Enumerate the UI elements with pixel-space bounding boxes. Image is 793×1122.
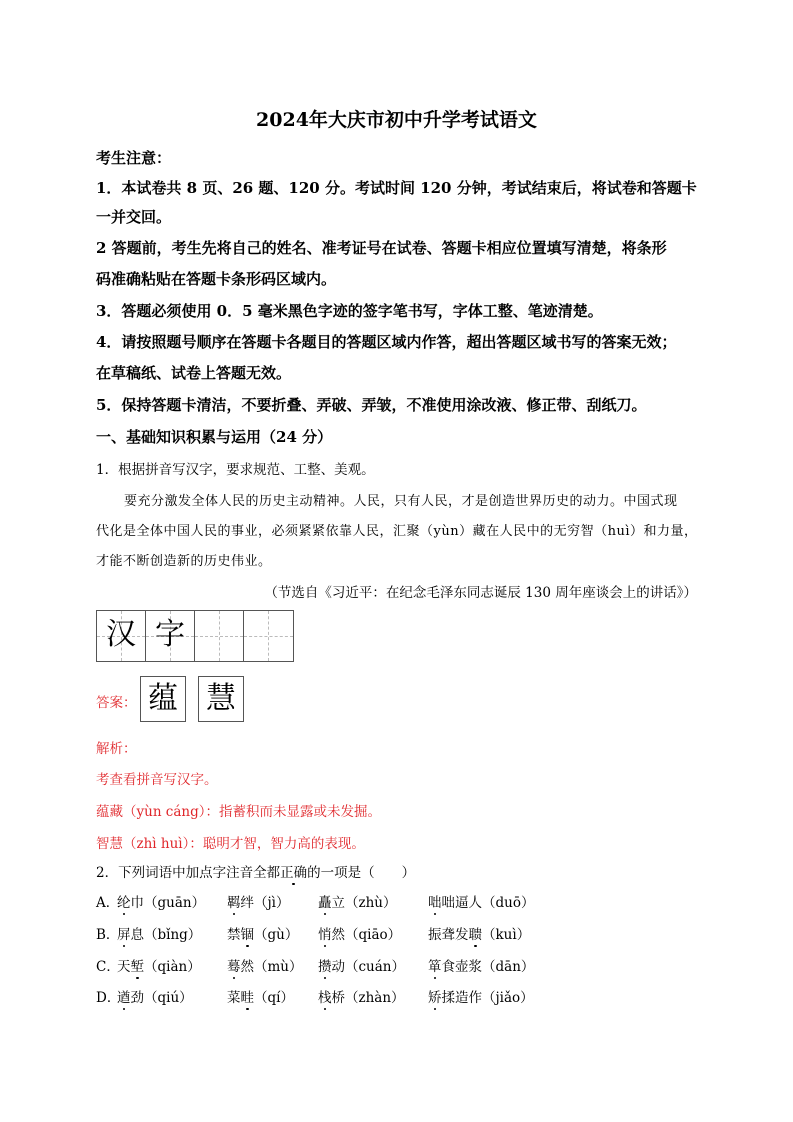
- option-word: 矫揉造作（jiǎo）: [428, 990, 534, 1006]
- q2-stem: 2．下列词语中加点字注音全都正确的一项是（ ）: [96, 865, 416, 881]
- exam-title: 2024年大庆市初中升学考试语文: [256, 109, 537, 131]
- dotted-char: 堑: [130, 959, 144, 975]
- grid-cell[interactable]: [97, 611, 146, 661]
- grid-cell[interactable]: [244, 611, 293, 661]
- dotted-char: 遒: [117, 990, 131, 1006]
- notice-line-1a: 1．本试卷共 8 页、26 题、120 分。考试时间 120 分钟，考试结束后，将试卷和答题卡: [96, 179, 697, 197]
- dotted-char: 箪: [428, 959, 442, 975]
- option-word: 屏息（bǐng）: [117, 927, 202, 943]
- notice-line-4a: 4．请按照题号顺序在答题卡各题目的答题区域内作答，超出答题区域书写的答案无效；: [96, 333, 677, 351]
- option-word: 悄然（qiāo）: [318, 927, 402, 943]
- answer-box-2: [198, 676, 244, 722]
- answer-box-1: [140, 676, 186, 722]
- writing-grid: [96, 610, 294, 662]
- dotted-char: 攒: [318, 959, 332, 975]
- option-label[interactable]: C．: [96, 959, 120, 975]
- dotted-char: 屏: [117, 927, 131, 943]
- option-word: 栈桥（zhàn）: [318, 990, 405, 1006]
- dotted-text: 正确: [280, 865, 308, 881]
- grid-char: 字: [155, 617, 185, 652]
- option-label[interactable]: B．: [96, 927, 120, 943]
- dotted-char: 矫: [428, 990, 442, 1006]
- option-word: 羁绊（jì）: [227, 895, 290, 911]
- option-word: 蓦然（mù）: [227, 959, 303, 975]
- notice-line-1b: 一并交回。: [96, 208, 172, 226]
- q1-stem: 1．根据拼音写汉字，要求规范、工整、美观。: [96, 462, 375, 478]
- option-word: 纶巾（guān）: [117, 895, 206, 911]
- option-word: 天堑（qiàn）: [117, 959, 201, 975]
- q1-passage-line-2: 代化是全体中国人民的事业，必须紧紧依靠人民，汇聚（yùn）藏在人民中的无穷智（huì）和力量，: [96, 524, 698, 539]
- notice-line-5: 5．保持答题卡清洁，不要折叠、弄破、弄皱，不准使用涂改液、修正带、刮纸刀。: [96, 396, 647, 414]
- dotted-char: 悄: [318, 927, 332, 943]
- option-label[interactable]: D．: [96, 990, 121, 1006]
- option-word: 攒动（cuán）: [318, 959, 405, 975]
- option-label[interactable]: A．: [96, 895, 120, 911]
- dotted-char: 纶: [117, 895, 131, 911]
- answer-label: 答案：: [96, 695, 137, 711]
- option-word: 遒劲（qiú）: [117, 990, 193, 1006]
- dotted-char: 矗: [318, 895, 332, 911]
- option-word: 振聋发聩（kuì）: [428, 927, 531, 943]
- grid-cell[interactable]: [146, 611, 195, 661]
- answer-char: 蕴: [148, 681, 178, 716]
- q1-source: （节选自《习近平：在纪念毛泽东同志诞辰 130 周年座谈会上的讲话》）: [264, 585, 697, 601]
- option-word: 菜畦（qí）: [227, 990, 294, 1006]
- answer-char: 慧: [206, 681, 236, 716]
- section-heading: 一、基础知识积累与运用（24 分）: [96, 428, 333, 446]
- option-word: 咄咄逼人（duō）: [428, 895, 535, 911]
- dotted-char: 聩: [468, 927, 482, 943]
- option-word: 矗立（zhù）: [318, 895, 397, 911]
- analysis-line-2: 蕴藏（yùn cáng）：指蓄积而未显露或未发掘。: [96, 804, 382, 820]
- grid-char: 汉: [106, 617, 136, 652]
- dotted-char: 栈: [318, 990, 332, 1006]
- option-word: 禁锢（gù）: [227, 927, 299, 943]
- dotted-char: 蓦: [227, 959, 241, 975]
- notice-line-2a: 2 答题前，考生先将自己的姓名、准考证号在试卷、答题卡相应位置填写清楚，将条形: [96, 239, 667, 257]
- analysis-line-1: 考查看拼音写汉字。: [96, 772, 218, 788]
- notice-line-4b: 在草稿纸、试卷上答题无效。: [96, 364, 292, 382]
- dotted-char: 羁: [227, 895, 241, 911]
- grid-cell[interactable]: [195, 611, 244, 661]
- q1-passage-line-1: 要充分激发全体人民的历史主动精神。人民，只有人民，才是创造世界历史的动力。中国式现: [124, 494, 678, 509]
- dotted-char: 咄: [428, 895, 442, 911]
- dotted-char: 畦: [240, 990, 254, 1006]
- notice-heading: 考生注意：: [96, 149, 172, 167]
- notice-line-3: 3．答题必须使用 0．5 毫米黑色字迹的签字笔书写，字体工整、笔迹清楚。: [96, 302, 603, 320]
- analysis-label: 解析：: [96, 741, 137, 757]
- q1-passage-line-3: 才能不断创造新的历史伟业。: [96, 554, 272, 569]
- dotted-char: 锢: [240, 927, 254, 943]
- option-word: 箪食壶浆（dān）: [428, 959, 535, 975]
- notice-line-2b: 码准确粘贴在答题卡条形码区域内。: [96, 270, 337, 288]
- analysis-line-3: 智慧（zhì huì）：聪明才智，智力高的表现。: [96, 836, 365, 852]
